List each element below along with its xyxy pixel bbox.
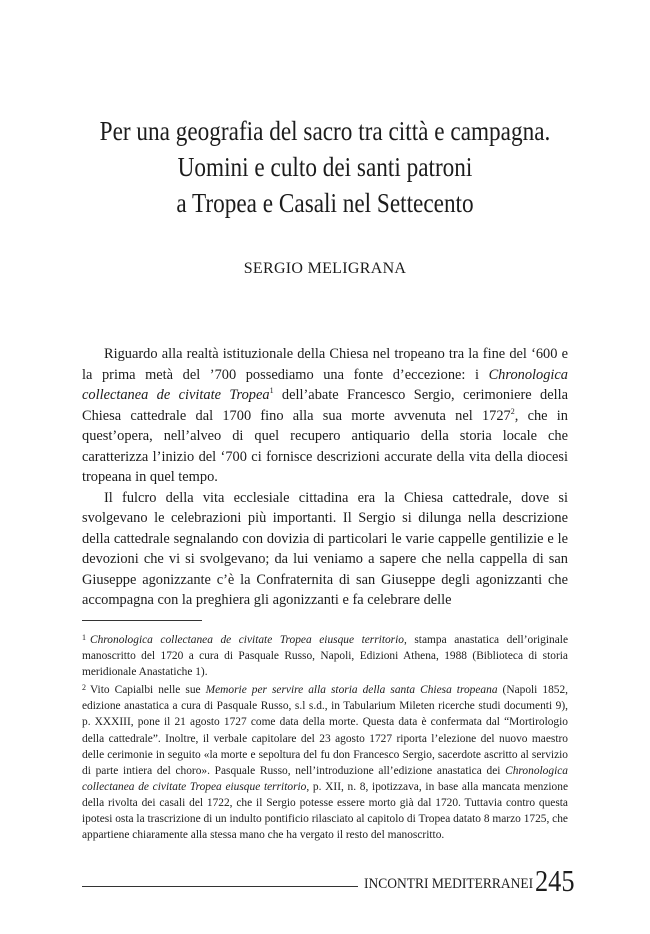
footnote-1-number: 1 — [82, 633, 86, 642]
title-line-1: Per una geografia del sacro tra città e campagna. — [99, 116, 551, 146]
footnote-2-title-memorie: Memorie per servire alla storia della santa Chiesa tropeana — [205, 684, 498, 697]
footnote-2-title-chronologica: Chronologica collectanea de civitate Tropea eiusque territorio — [82, 764, 568, 793]
paragraph-2: Il fulcro della vita ecclesiale cittadina era la Chiesa cattedrale, dove si svolgevano le celebrazioni più importanti. Il Sergio si dilunga nella descrizione della cattedrale segnalando con dovizia di particolari le varie cappelle gentilizie e le devozioni che vi si svolgevano; da lui veniamo a sapere che nella cappella di san Giuseppe agonizzante c’è la Confraternita di san Giuseppe degli agonizzanti che accompagna con la preghiera gli agonizzanti e fa celebrare delle — [82, 489, 568, 608]
body-text — [82, 344, 568, 611]
footnote-2-text-e: , p. XII, n. 8, ipotizzava, in base alla mancata menzione della rivolta dei casali del 1722, che il Sergio potesse essere morto già dal 1720. Tuttavia contro questa ipotesi osta la trascrizione di un indulto pontificio rilasciato al capitolo di Tropea datato 8 marzo 1725, che appartiene chiaramente alla stessa mano che ha vergato il resto del manoscritto. — [82, 780, 568, 842]
footnote-2-text-a: Vito Capialbi nelle sue — [90, 684, 206, 697]
footnote-1 — [82, 630, 568, 680]
footnote-2-text-c: (Napoli 1852, edizione anastatica a cura di Pasquale Russo, s.l s.d., in Tabularium Mileten ricerche studi documenti 9), p. XXXIII, pone il 21 agosto 1727 come data della morte. Questa data è confermata dal “Mortirologio della cattedrale”. Inoltre, il verbale capitolare del 23 agosto 1727 riporta l’elezione del nuovo maestro delle cerimonie in seguito «la morte e sepoltura del fu don Francesco Sergio, sacerdote ascritto al servizio di parte intiera del choro». Pasquale Russo, nell’introduzione all’edizione anastatica dei — [82, 684, 569, 777]
journal-name: INCONTRI MEDITERRANEI — [364, 876, 534, 892]
title-line-3: a Tropea e Casali nel Settecento — [176, 188, 474, 218]
article-title — [97, 113, 553, 221]
footnote-ref-2[interactable]: 2 — [510, 406, 515, 416]
footnote-ref-1[interactable]: 1 — [269, 386, 274, 396]
footnote-1-text: , stampa anastatica dell’originale manoscritto del 1720 a cura di Pasquale Russo, Napoli, Edizioni Athena, 1988 (Biblioteca di storia meridionale Anastatiche 1). — [82, 634, 568, 679]
title-line-2: Uomini e culto dei santi patroni — [177, 152, 473, 182]
footer-rule — [82, 886, 358, 887]
footnote-separator — [82, 620, 202, 621]
footnote-2-number: 2 — [82, 683, 86, 693]
paragraph-1 — [82, 344, 568, 488]
paragraph-1-text-f: , che in quest’opera, nell’alveo di quel recupero antiquario della storia locale che caratterizza l’inizio del ‘700 ci fornisce descrizioni accurate della vita della diocesi tropeana in quel tempo. — [82, 407, 568, 485]
footnotes — [82, 630, 568, 843]
page-number: 245 — [535, 863, 575, 898]
footnote-2 — [82, 680, 568, 843]
paragraph-1-text-d: dell’abate Francesco Sergio, cerimoniere della Chiesa cattedrale dal 1700 fino alla sua morte avvenuta nel 1727 — [82, 387, 568, 424]
author-name: SERGIO MELIGRANA — [243, 260, 407, 277]
footnote-1-title: Chronologica collectanea de civitate Tropea eiusque territorio — [90, 634, 404, 646]
work-title-chronologica: Chronologica collectanea de civitate Tropea — [82, 366, 568, 403]
paragraph-1-text-a: Riguardo alla realtà istituzionale della Chiesa nel tropeano tra la fine del ‘600 e la prima metà del ’700 possediamo una fonte d’eccezione: i — [82, 346, 568, 383]
